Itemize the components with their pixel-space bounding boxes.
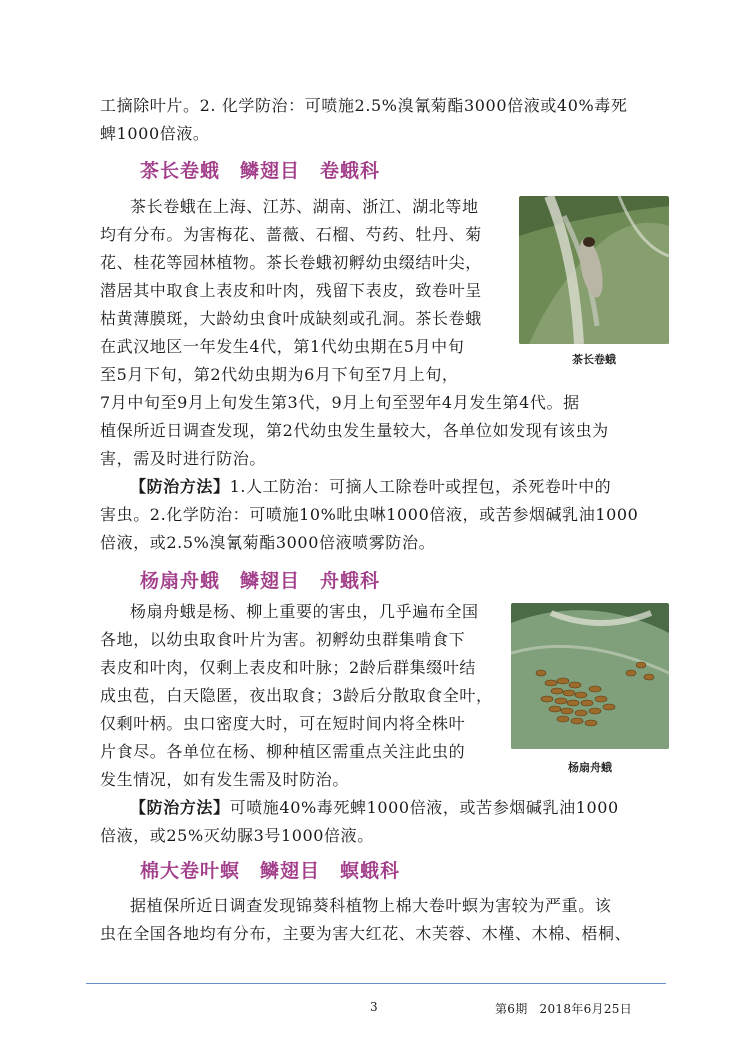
text-line: 仅剩叶柄。虫口密度大时，可在短时间内将全株叶 (100, 714, 466, 733)
text-line: 植保所近日调查发现，第2代幼虫发生量较大，各单位如发现有该虫为 (100, 421, 609, 440)
intro-paragraph (100, 92, 660, 148)
text-line: 杨扇舟蛾是杨、柳上重要的害虫，几乎遍布全国 (130, 602, 479, 621)
text-line: 蜱1000倍液。 (100, 124, 210, 143)
section-heading-cotton-leaf-roller: 棉大卷叶螟 鳞翅目 螟蛾科 (140, 860, 401, 882)
control-method-label: 【防治方法】 (130, 477, 230, 496)
text-line (100, 794, 660, 822)
text-line: 茶长卷蛾在上海、江苏、湖南、浙江、湖北等地 (130, 197, 479, 216)
issue-number: 第6期 (495, 1002, 528, 1016)
poplar-prominent-caption: 杨扇舟蛾 (568, 761, 612, 774)
text-line: 至5月下旬，第2代幼虫期为6月下旬至7月上旬， (100, 365, 459, 384)
text-line: 倍液，或25%灭幼脲3号1000倍液。 (100, 826, 374, 845)
text-line: 工摘除叶片。2. 化学防治：可喷施2.5%溴氰菊酯3000倍液或40%毒死 (100, 96, 628, 115)
poplar-prominent-description (100, 598, 508, 794)
text-line: 在武汉地区一年发生4代，第1代幼虫期在5月中旬 (100, 337, 465, 356)
tea-tortrix-description-wide (100, 389, 660, 473)
cotton-leaf-roller-description (100, 892, 660, 948)
poplar-prominent-control (100, 794, 660, 850)
footer-divider (86, 983, 666, 984)
text-line: 片食尽。各单位在杨、柳种植区需重点关注此虫的 (100, 742, 466, 761)
issue-date: 2018年6月25日 (539, 1002, 632, 1016)
text-line: 花、桂花等园林植物。茶长卷蛾初孵幼虫缀结叶尖， (100, 253, 482, 272)
text-line: 各地，以幼虫取食叶片为害。初孵幼虫群集啃食下 (100, 630, 466, 649)
text-line: 害，需及时进行防治。 (100, 449, 267, 468)
tea-tortrix-caption: 茶长卷蛾 (572, 353, 616, 366)
text-line: 7月中旬至9月上旬发生第3代，9月上旬至翌年4月发生第4代。据 (100, 393, 580, 412)
issue-info (495, 1000, 644, 1017)
text-line: 虫在全国各地均有分布，主要为害大红花、木芙蓉、木槿、木棉、梧桐、 (100, 924, 632, 943)
text-span: 1.人工防治：可摘人工除卷叶或捏包，杀死卷叶中的 (229, 477, 612, 496)
page-number: 3 (370, 1000, 378, 1014)
text-line: 害虫。2.化学防治：可喷施10%吡虫啉1000倍液，或苦参烟碱乳油1000 (100, 505, 639, 524)
tea-tortrix-description (100, 193, 520, 389)
text-line: 枯黄薄膜斑，大龄幼虫食叶成缺刻或孔洞。茶长卷蛾 (100, 309, 482, 328)
text-line: 均有分布。为害梅花、蔷薇、石榴、芍药、牡丹、菊 (100, 225, 482, 244)
text-line: 表皮和叶肉，仅剩上表皮和叶脉；2龄后群集缀叶结 (100, 658, 476, 677)
tea-tortrix-photo (519, 196, 669, 344)
text-line: 成虫苞，白天隐匿，夜出取食；3龄后分散取食全叶， (100, 686, 493, 705)
text-line (100, 473, 660, 501)
text-line: 发生情况，如有发生需及时防治。 (100, 770, 350, 789)
text-span: 可喷施40%毒死蜱1000倍液，或苦参烟碱乳油1000 (229, 798, 619, 817)
section-heading-poplar-prominent: 杨扇舟蛾 鳞翅目 舟蛾科 (140, 570, 381, 592)
text-line: 倍液，或2.5%溴氰菊酯3000倍液喷雾防治。 (100, 533, 436, 552)
text-line: 据植保所近日调查发现锦葵科植物上棉大卷叶螟为害较为严重。该 (130, 896, 612, 915)
poplar-prominent-photo (511, 603, 669, 749)
section-heading-tea-tortrix: 茶长卷蛾 鳞翅目 卷蛾科 (140, 160, 381, 182)
control-method-label: 【防治方法】 (130, 798, 230, 817)
tea-tortrix-control (100, 473, 660, 557)
text-line: 潜居其中取食上表皮和叶肉，残留下表皮，致卷叶呈 (100, 281, 482, 300)
